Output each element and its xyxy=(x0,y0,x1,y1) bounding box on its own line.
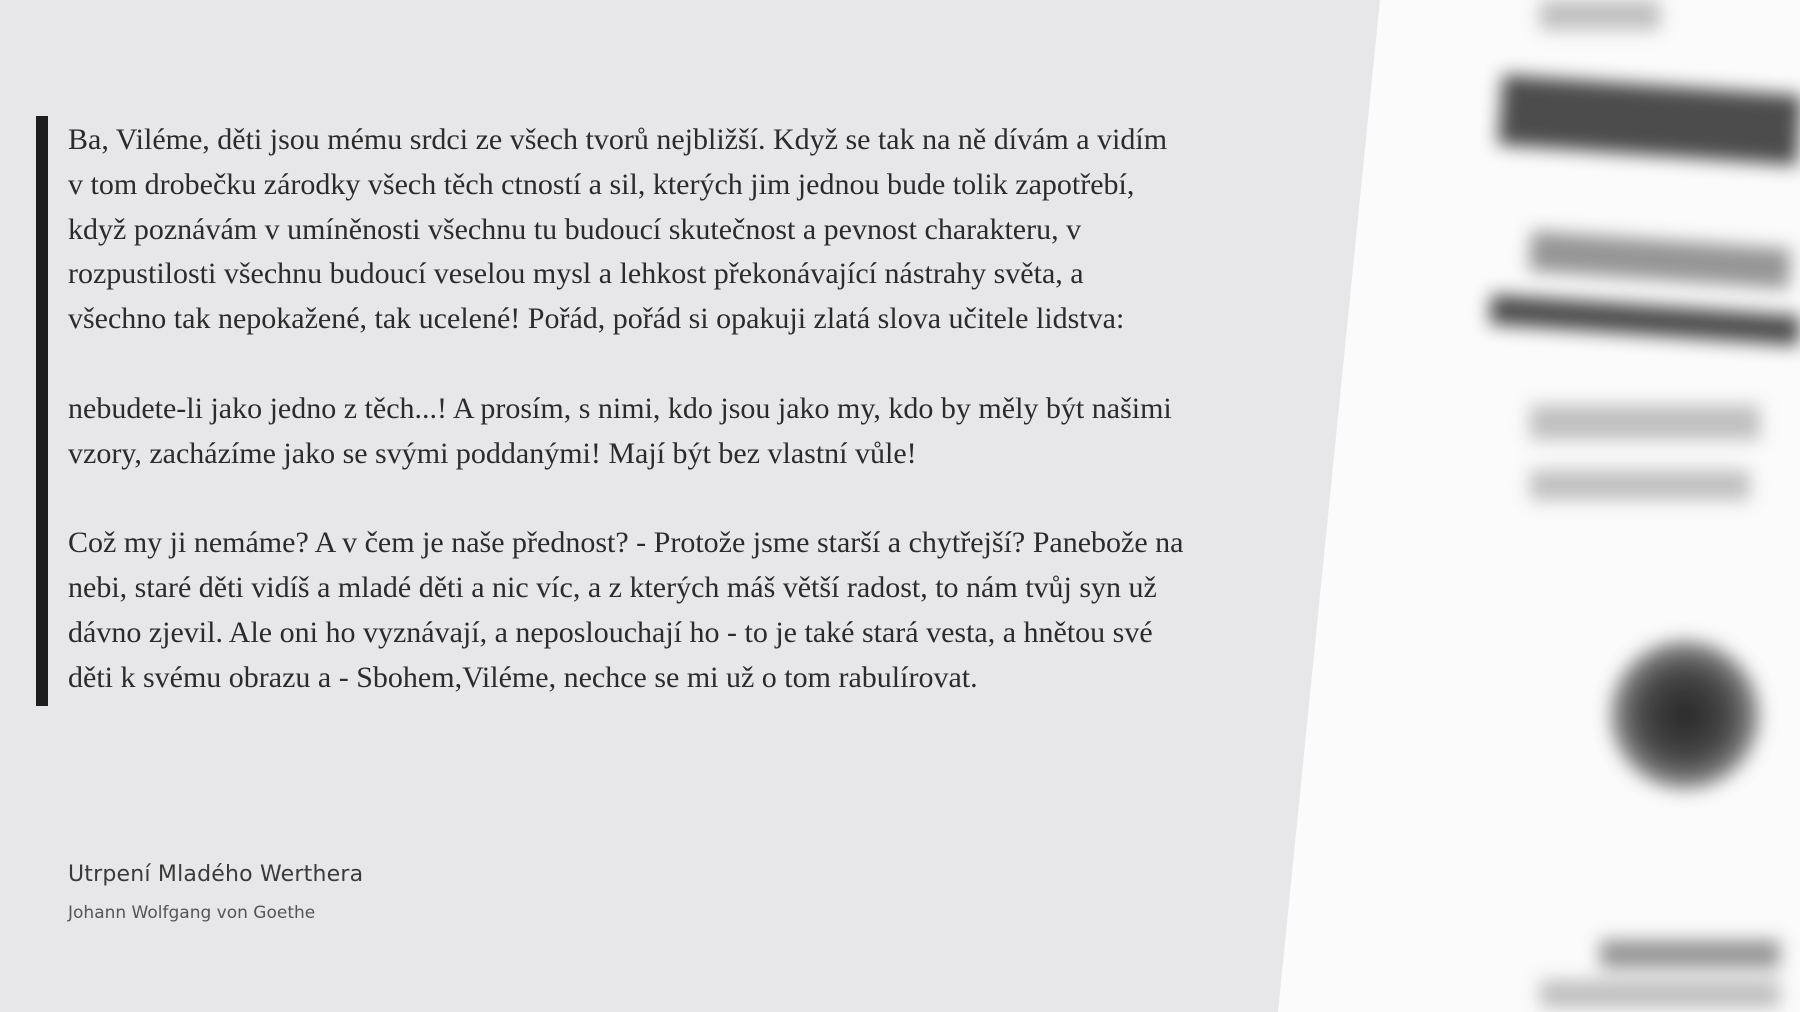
book-author: Johann Wolfgang von Goethe xyxy=(68,903,316,923)
quote-block xyxy=(36,116,1186,706)
book-title: Utrpení Mladého Werthera xyxy=(68,862,364,887)
quote-text: Ba, Viléme, děti jsou mému srdci ze všech tvorů nejbližší. Když se tak na ně dívám a vidím v tom drobečku zárodky všech těch ctností a sil, kterých jim jednou bude tolik zapotřebí, když poznávám v umíněnosti všechnu tu budoucí skutečnost a pevnost charakteru, v rozpustilosti všechnu budoucí veselou mysl a lehkost překonávající nástrahy světa, a všechno tak nepokažené, tak ucelené! Pořád, pořád si opakuji zlatá slova učitele lidstva: nebudete-li jako jedno z těch...! A prosím, s nimi, kdo jsou jako my, kdo by měly být našimi vzory, zacházíme jako se svými poddanými! Mají být bez vlastní vůle! Což my ji nemáme? A v čem je naše přednost? - Protože jsme starší a chytřejší? Panebože na nebi, staré děti vidíš a mladé děti a nic víc, a z kterých máš větší radost, to nám tvůj syn už dávno zjevil. Ale oni ho vyznávají, a neposlouchají ho - to je také stará vesta, a hnětou své děti k svému obrazu a - Sbohem,Viléme, nechce se mi už o tom rabulírovat. xyxy=(68,123,1184,694)
blurred-cover-art xyxy=(1460,0,1800,1012)
